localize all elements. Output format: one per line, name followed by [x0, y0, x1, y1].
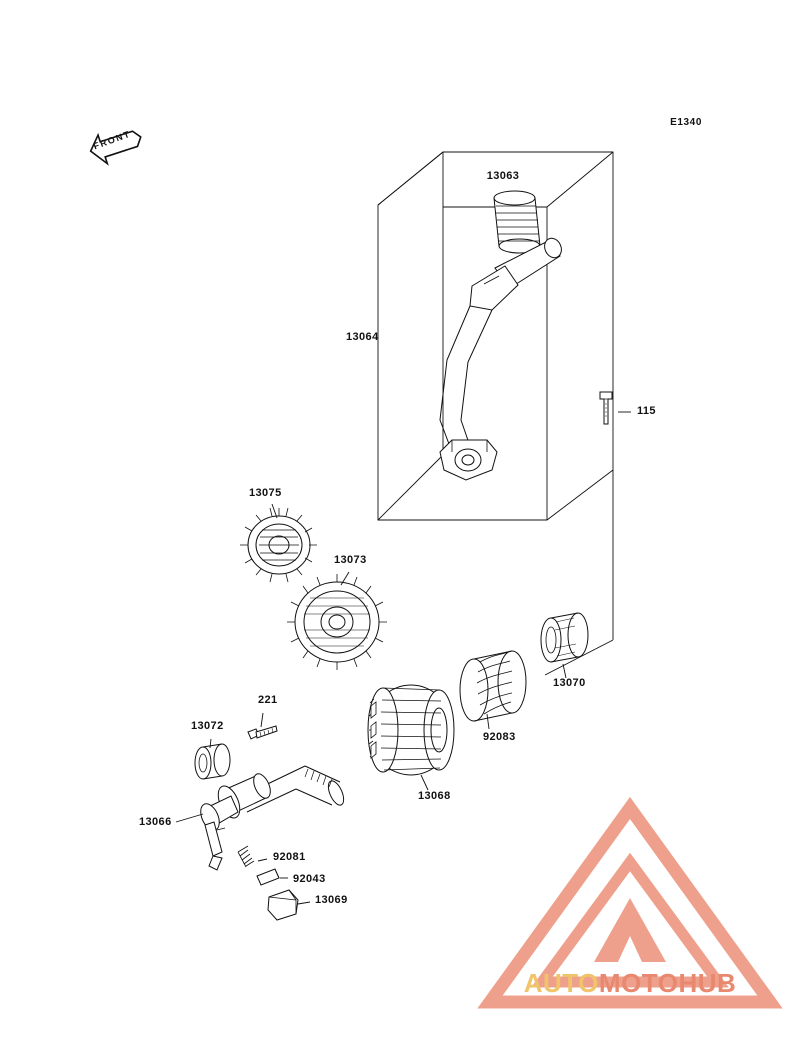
part-label-13075: 13075	[249, 487, 282, 499]
part-label-221: 221	[258, 694, 278, 706]
part-label-13064: 13064	[346, 331, 379, 343]
part-label-92081: 92081	[273, 851, 306, 863]
part-label-13073: 13073	[334, 554, 367, 566]
part-label-92043: 92043	[293, 873, 326, 885]
part-label-13070: 13070	[553, 677, 586, 689]
part-label-13063: 13063	[486, 170, 520, 182]
part-label-13068: 13068	[418, 790, 451, 802]
watermark-text-hub: HUB	[678, 968, 737, 998]
part-label-92083: 92083	[483, 731, 516, 743]
diagram-code: E1340	[670, 117, 702, 128]
part-label-13066: 13066	[139, 816, 172, 828]
watermark-text-auto: AUTO	[523, 968, 599, 998]
part-label-13069: 13069	[315, 894, 348, 906]
watermark-text-moto: MOTO	[598, 968, 679, 998]
watermark-text	[470, 968, 790, 999]
part-label-115: 115	[637, 405, 656, 417]
part-label-13072: 13072	[191, 720, 224, 732]
front-label: FRONT	[92, 128, 133, 152]
